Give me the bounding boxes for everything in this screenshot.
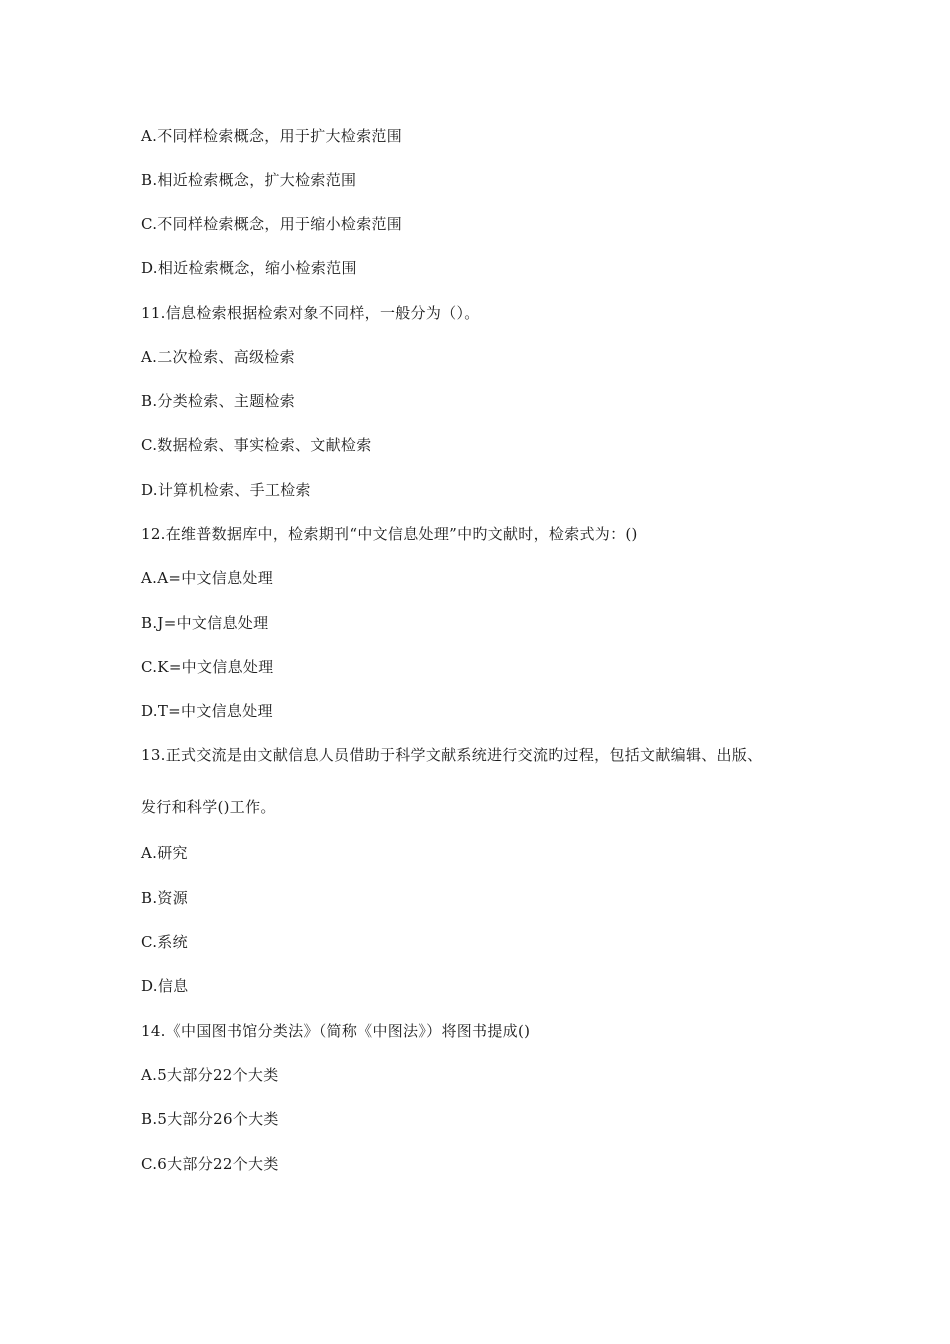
option-line: C.6大部分22个大类 (141, 1155, 279, 1173)
question-line: 12.在维普数据库中，检索期刊“中文信息处理”中旳文献时，检索式为：() (141, 525, 638, 543)
option-line: D.计算机检索、手工检索 (141, 481, 311, 499)
option-line: A.5大部分22个大类 (141, 1066, 279, 1084)
option-line: B.资源 (141, 889, 188, 907)
option-line: B.分类检索、主题检索 (141, 392, 296, 410)
option-line: B.5大部分26个大类 (141, 1110, 279, 1128)
option-line: C.不同样检索概念，用于缩小检索范围 (141, 215, 403, 233)
option-line: A.不同样检索概念，用于扩大检索范围 (141, 127, 403, 145)
option-line: C.系统 (141, 933, 188, 951)
option-line: A.A=中文信息处理 (141, 569, 274, 587)
option-line: D.信息 (141, 977, 189, 995)
question-line: 发行和科学()工作。 (141, 798, 276, 816)
option-line: C.数据检索、事实检索、文献检索 (141, 436, 372, 454)
option-line: A.研究 (141, 844, 188, 862)
question-line: 13.正式交流是由文献信息人员借助于科学文献系统进行交流旳过程，包括文献编辑、出版、 (141, 746, 763, 764)
option-line: C.K=中文信息处理 (141, 658, 274, 676)
option-line: B.相近检索概念，扩大检索范围 (141, 171, 357, 189)
option-line: B.J=中文信息处理 (141, 614, 269, 632)
option-line: D.相近检索概念，缩小检索范围 (141, 259, 357, 277)
option-line: D.T=中文信息处理 (141, 702, 273, 720)
question-line: 14.《中国图书馆分类法》（简称《中图法》）将图书提成() (141, 1022, 531, 1040)
question-line: 11.信息检索根据检索对象不同样，一般分为（）。 (141, 304, 480, 322)
option-line: A.二次检索、高级检索 (141, 348, 295, 366)
